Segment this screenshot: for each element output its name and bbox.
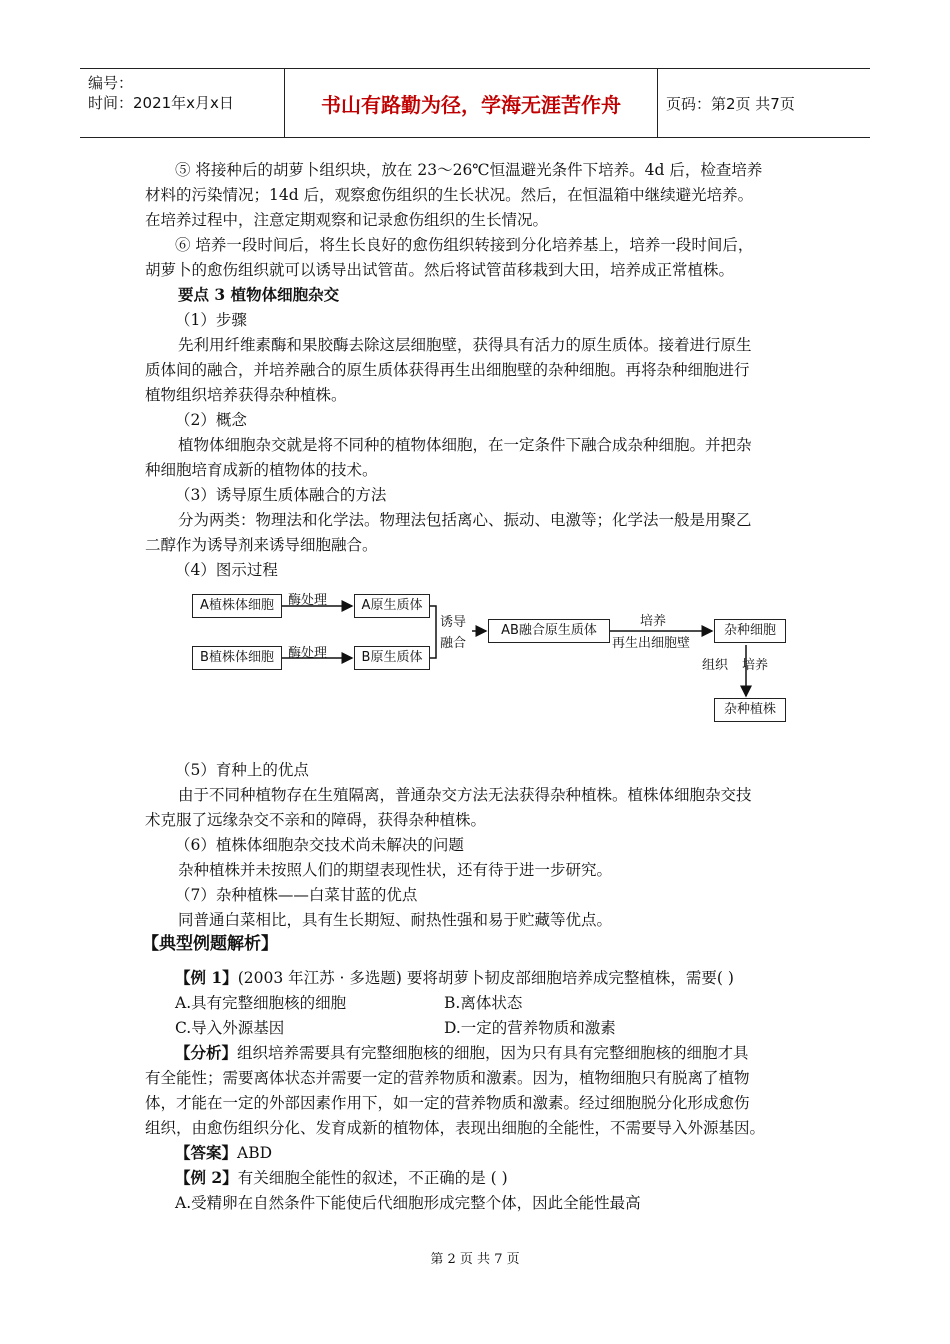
text-line: 杂种植株并未按照人们的期望表现性状，还有待于进一步研究。 — [178, 861, 613, 879]
question-line — [175, 967, 734, 989]
analysis-label: 【分析】 — [175, 1043, 238, 1062]
answer-line — [175, 1142, 272, 1164]
answer-label: 【答案】 — [175, 1143, 238, 1162]
example-label: 【例 2】 — [175, 1168, 238, 1187]
box-hybrid-plant: 杂种植株 — [714, 698, 786, 722]
text-line: 植物体细胞杂交就是将不同种的植物体细胞，在一定条件下融合成杂种细胞。并把杂 — [178, 436, 752, 454]
example-label: 【例 1】 — [175, 968, 238, 987]
label-tissue: 组织 — [702, 658, 729, 673]
option-b: B.离体状态 — [444, 994, 523, 1012]
text-line: 分为两类：物理法和化学法。物理法包括离心、振动、电激等；化学法一般是用聚乙 — [178, 511, 752, 529]
text-line: ⑤ 将接种后的胡萝卜组织块，放在 23～26℃恒温避光条件下培养。4d 后，检查培养 — [175, 161, 763, 179]
label-enzyme-a: 酶处理 — [288, 593, 328, 608]
label-induce: 诱导 — [440, 615, 467, 630]
text-line: 种细胞培育成新的植物体的技术。 — [145, 461, 378, 479]
time-label: 时间：2021年x月x日 — [88, 94, 234, 112]
text-line: 材料的污染情况；14d 后，观察愈伤组织的生长状况。然后，在恒温箱中继续避光培养。 — [145, 186, 754, 204]
box-a-cell: A植株体细胞 — [192, 594, 282, 618]
label-fuse: 融合 — [440, 636, 467, 651]
label-enzyme-b: 酶处理 — [288, 646, 328, 661]
subheading: （7）杂种植株——白菜甘蓝的优点 — [175, 886, 418, 904]
text-line: 同普通白菜相比，具有生长期短、耐热性强和易于贮藏等优点。 — [178, 911, 613, 929]
text-line: 有全能性；需要离体状态并需要一定的营养物质和激素。因为，植物细胞只有脱离了植物 — [145, 1069, 750, 1087]
box-a-protoplast: A原生质体 — [354, 594, 430, 618]
text-line: 二醇作为诱导剂来诱导细胞融合。 — [145, 536, 378, 554]
subheading: （5）育种上的优点 — [175, 761, 309, 779]
section-heading: 要点 3 植物体细胞杂交 — [178, 285, 340, 304]
label-regenerate-wall: 再生出细胞壁 — [612, 636, 691, 651]
text-line: 由于不同种植物存在生殖隔离，普通杂交方法无法获得杂种植株。植株体细胞杂交技 — [178, 786, 752, 804]
text-line: 术克服了远缘杂交不亲和的障碍，获得杂种植株。 — [145, 811, 487, 829]
page-info: 页码：第2页 共7页 — [666, 95, 795, 113]
analysis-text: 组织培养需要具有完整细胞核的细胞，因为只有具有完整细胞核的细胞才具 — [237, 1044, 749, 1062]
text-line: 质体间的融合，并培养融合的原生质体获得再生出细胞壁的杂种细胞。再将杂种细胞进行 — [145, 361, 750, 379]
text-line: ⑥ 培养一段时间后，将生长良好的愈伤组织转接到分化培养基上，培养一段时间后， — [175, 236, 754, 254]
text-line: 在培养过程中，注意定期观察和记录愈伤组织的生长情况。 — [145, 211, 549, 229]
box-b-cell: B植株体细胞 — [192, 646, 282, 670]
number-label: 编号： — [88, 74, 134, 92]
subheading: （6）植株体细胞杂交技术尚未解决的问题 — [175, 836, 464, 854]
label-culture-2: 培养 — [742, 658, 769, 673]
question-line — [175, 1167, 508, 1189]
question-text: 有关细胞全能性的叙述，不正确的是 ( ) — [237, 1169, 508, 1187]
answer-text: ABD — [237, 1144, 273, 1162]
subheading: （2）概念 — [175, 411, 247, 429]
option-c: C.导入外源基因 — [175, 1019, 285, 1037]
subheading: （1）步骤 — [175, 311, 247, 329]
analysis-line — [175, 1042, 749, 1064]
option-a: A.受精卵在自然条件下能使后代细胞形成完整个体，因此全能性最高 — [175, 1194, 641, 1212]
text-line: 组织，由愈伤组织分化、发育成新的植物体，表现出细胞的全能性，不需要导入外源基因。 — [145, 1119, 766, 1137]
box-hybrid-cell: 杂种细胞 — [714, 619, 786, 643]
label-culture: 培养 — [640, 614, 667, 629]
page-footer: 第 2 页 共 7 页 — [430, 1252, 520, 1267]
subheading: （4）图示过程 — [175, 561, 278, 579]
box-b-protoplast: B原生质体 — [354, 646, 430, 670]
option-d: D.一定的营养物质和激素 — [444, 1019, 616, 1037]
header-motto: 书山有路勤为径，学海无涯苦作舟 — [321, 93, 621, 117]
question-text: (2003 年江苏 · 多选题) 要将胡萝卜韧皮部细胞培养成完整植株，需要( ) — [237, 969, 734, 987]
subheading: （3）诱导原生质体融合的方法 — [175, 486, 387, 504]
text-line: 体，才能在一定的外部因素作用下，如一定的营养物质和激素。经过细胞脱分化形成愈伤 — [145, 1094, 750, 1112]
option-a: A.具有完整细胞核的细胞 — [175, 994, 347, 1012]
box-ab-protoplast: AB融合原生质体 — [488, 619, 610, 643]
text-line: 植物组织培养获得杂种植株。 — [145, 386, 347, 404]
section-title: 【典型例题解析】 — [142, 934, 278, 954]
text-line: 先利用纤维素酶和果胶酶去除这层细胞壁，获得具有活力的原生质体。接着进行原生 — [178, 336, 752, 354]
text-line: 胡萝卜的愈伤组织就可以诱导出试管苗。然后将试管苗移栽到大田，培养成正常植株。 — [145, 261, 735, 279]
